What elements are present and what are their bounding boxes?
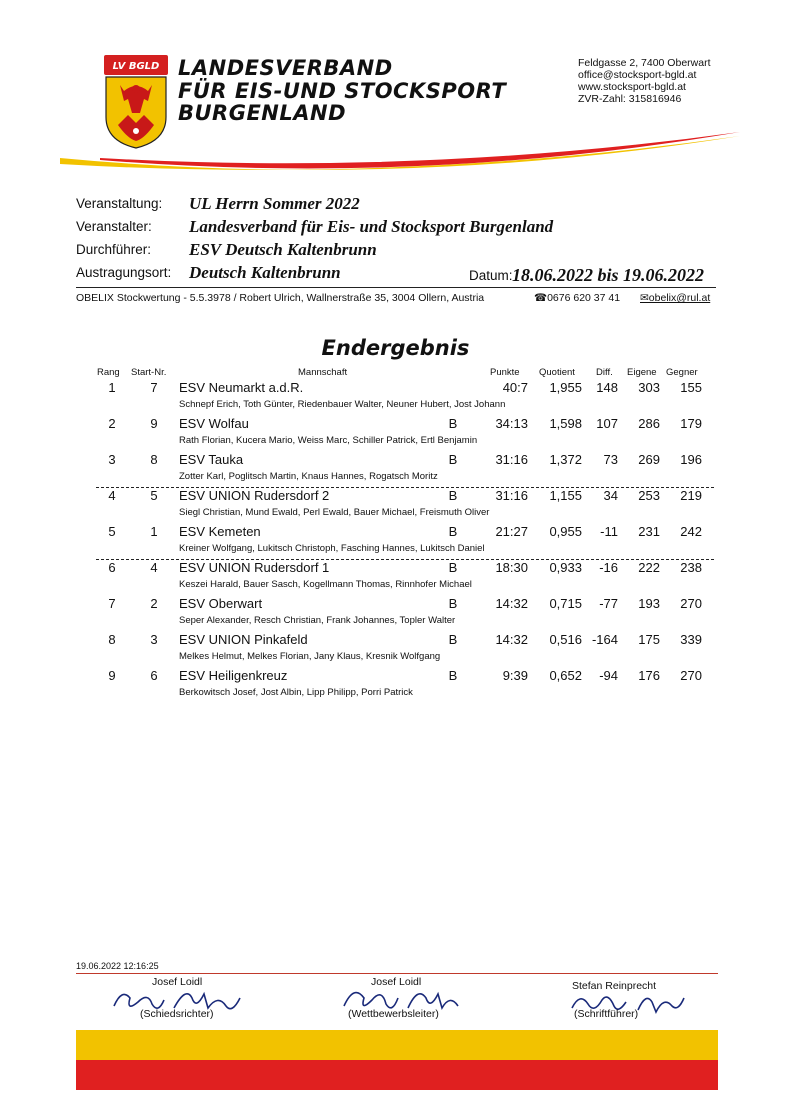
team-name-cell: ESV Neumarkt a.d.R.	[179, 380, 304, 395]
diff-cell: 107	[596, 416, 618, 431]
start-nr-cell: 7	[150, 380, 158, 395]
team-name-cell: ESV Wolfau	[179, 416, 249, 431]
promotion-line	[96, 487, 714, 488]
team-members: Rath Florian, Kucera Mario, Weiss Marc, Schiller Patrick, Ertl Benjamin	[179, 435, 478, 446]
contact-email: office@stocksport-bgld.at	[578, 69, 697, 81]
team-name-cell: ESV UNION Rudersdorf 2	[179, 488, 330, 503]
points-cell: 40:7	[502, 380, 528, 395]
obelix-email: ✉obelix@rul.at	[640, 292, 711, 304]
points-cell: 9:39	[502, 668, 528, 683]
diff-cell: 34	[603, 488, 618, 503]
obelix-phone: ☎0676 620 37 41	[534, 292, 621, 304]
veranstalter-value: Landesverband für Eis- und Stocksport Burgenland	[189, 217, 554, 236]
svg-text:LV BGLD: LV BGLD	[112, 61, 160, 72]
own-cell: 231	[638, 524, 660, 539]
signature-role-3: (Schriftführer)	[574, 1008, 639, 1020]
quotient-cell: 0,715	[549, 596, 582, 611]
team-name-cell: ESV UNION Rudersdorf 1	[179, 560, 330, 575]
signature-name-1: Josef Loidl	[152, 976, 203, 988]
start-nr-cell: 5	[150, 488, 158, 503]
class-cell: B	[448, 416, 458, 431]
opponent-cell: 270	[680, 668, 702, 683]
class-cell: B	[448, 524, 458, 539]
own-cell: 269	[638, 452, 660, 467]
points-cell: 31:16	[495, 452, 528, 467]
veranstalter-label: Veranstalter:	[76, 219, 152, 234]
own-cell: 222	[638, 560, 660, 575]
durchfuehrer-label: Durchführer:	[76, 242, 152, 257]
diff-cell: -11	[600, 524, 618, 539]
team-name-cell: ESV Tauka	[179, 452, 244, 467]
signature-name-3: Stefan Reinprecht	[572, 980, 657, 992]
team-members: Melkes Helmut, Melkes Florian, Jany Klaus, Kresnik Wolfgang	[179, 651, 441, 662]
opponent-cell: 219	[680, 488, 702, 503]
veranstaltung-label: Veranstaltung:	[76, 196, 163, 211]
own-cell: 253	[638, 488, 660, 503]
start-nr-cell: 6	[150, 668, 158, 683]
opponent-cell: 238	[680, 560, 702, 575]
austragungsort-label: Austragungsort:	[76, 265, 172, 280]
class-cell: B	[448, 668, 458, 683]
rank-cell: 9	[108, 668, 116, 683]
opponent-cell: 270	[680, 596, 702, 611]
start-nr-cell: 3	[150, 632, 158, 647]
team-members: Zotter Karl, Poglitsch Martin, Knaus Hannes, Rogatsch Moritz	[179, 471, 438, 482]
header-quotient: Quotient	[539, 367, 575, 378]
datum-value: 18.06.2022 bis 19.06.2022	[512, 265, 705, 285]
header-mannschaft: Mannschaft	[298, 367, 348, 378]
rank-cell: 6	[108, 560, 116, 575]
contact-address: Feldgasse 2, 7400 Oberwart	[578, 57, 711, 69]
signature-role-2: (Wettbewerbsleiter)	[348, 1008, 439, 1020]
start-nr-cell: 8	[150, 452, 158, 467]
flag-red-band	[76, 1060, 718, 1090]
quotient-cell: 1,598	[549, 416, 582, 431]
results-title: Endergebnis	[321, 336, 470, 360]
signature-name-2: Josef Loidl	[371, 976, 422, 988]
quotient-cell: 0,652	[549, 668, 582, 683]
opponent-cell: 242	[680, 524, 702, 539]
quotient-cell: 1,372	[549, 452, 582, 467]
team-members: Berkowitsch Josef, Jost Albin, Lipp Philipp, Porri Patrick	[179, 687, 413, 698]
signature-role-1: (Schiedsrichter)	[140, 1008, 214, 1020]
points-cell: 34:13	[495, 416, 528, 431]
rank-cell: 8	[108, 632, 116, 647]
points-cell: 14:32	[495, 632, 528, 647]
rank-cell: 7	[108, 596, 116, 611]
start-nr-cell: 9	[150, 416, 158, 431]
team-members: Keszei Harald, Bauer Sasch, Kogellmann Thomas, Rinnhofer Michael	[179, 579, 472, 590]
contact-website: www.stocksport-bgld.at	[578, 81, 686, 93]
org-name-line2: FÜR EIS-UND STOCKSPORT	[178, 79, 507, 103]
rank-cell: 2	[108, 416, 116, 431]
opponent-cell: 196	[680, 452, 702, 467]
divider	[76, 287, 716, 288]
quotient-cell: 0,955	[549, 524, 582, 539]
points-cell: 31:16	[495, 488, 528, 503]
team-name-cell: ESV Oberwart	[179, 596, 263, 611]
contact-zvr: ZVR-Zahl: 315816946	[578, 93, 682, 105]
diff-cell: 148	[596, 380, 618, 395]
veranstaltung-value: UL Herrn Sommer 2022	[189, 194, 360, 213]
durchfuehrer-value: ESV Deutsch Kaltenbrunn	[189, 240, 377, 259]
opponent-cell: 339	[680, 632, 702, 647]
diff-cell: -164	[591, 632, 618, 647]
diff-cell: 73	[603, 452, 618, 467]
team-name-cell: ESV UNION Pinkafeld	[179, 632, 308, 647]
points-cell: 21:27	[495, 524, 528, 539]
header-rang: Rang	[97, 367, 120, 378]
own-cell: 193	[638, 596, 660, 611]
flag-yellow-band	[76, 1030, 718, 1060]
header-gegner: Gegner	[666, 367, 698, 378]
quotient-cell: 1,955	[549, 380, 582, 395]
quotient-cell: 0,933	[549, 560, 582, 575]
obelix-info: OBELIX Stockwertung - 5.5.3978 / Robert Ulrich, Wallnerstraße 35, 3004 Ollern, Austria	[76, 292, 485, 304]
own-cell: 176	[638, 668, 660, 683]
rank-cell: 4	[108, 488, 116, 503]
org-name-line1: LANDESVERBAND	[178, 56, 393, 80]
team-name-cell: ESV Kemeten	[179, 524, 261, 539]
burgenland-flag-band	[76, 1030, 718, 1090]
points-cell: 14:32	[495, 596, 528, 611]
footer-divider	[76, 973, 718, 974]
timestamp: 19.06.2022 12:16:25	[76, 961, 159, 971]
relegation-line	[96, 559, 714, 560]
own-cell: 303	[638, 380, 660, 395]
opponent-cell: 155	[680, 380, 702, 395]
team-members: Kreiner Wolfgang, Lukitsch Christoph, Fasching Hannes, Lukitsch Daniel	[179, 543, 485, 554]
points-cell: 18:30	[495, 560, 528, 575]
own-cell: 286	[638, 416, 660, 431]
austragungsort-value: Deutsch Kaltenbrunn	[189, 263, 341, 282]
rank-cell: 3	[108, 452, 116, 467]
diff-cell: -16	[599, 560, 618, 575]
team-members: Siegl Christian, Mund Ewald, Perl Ewald, Bauer Michael, Freismuth Oliver	[179, 507, 490, 518]
opponent-cell: 179	[680, 416, 702, 431]
diff-cell: -94	[599, 668, 618, 683]
team-members: Seper Alexander, Resch Christian, Frank Johannes, Topler Walter	[179, 615, 456, 626]
class-cell: B	[448, 560, 458, 575]
header-diff: Diff.	[596, 367, 613, 378]
header-swoosh	[60, 128, 740, 188]
own-cell: 175	[638, 632, 660, 647]
quotient-cell: 1,155	[549, 488, 582, 503]
org-name-line3: BURGENLAND	[178, 101, 347, 125]
class-cell: B	[448, 452, 458, 467]
header-start-nr: Start-Nr.	[131, 367, 167, 378]
team-name-cell: ESV Heiligenkreuz	[179, 668, 288, 683]
header-eigene: Eigene	[627, 367, 657, 378]
rank-cell: 5	[108, 524, 116, 539]
class-cell: B	[448, 596, 458, 611]
header-punkte: Punkte	[490, 367, 520, 378]
datum-label: Datum:	[469, 268, 513, 283]
team-members: Schnepf Erich, Toth Günter, Riedenbauer Walter, Neuner Hubert, Jost Johann	[179, 399, 506, 410]
class-cell: B	[448, 632, 458, 647]
start-nr-cell: 1	[150, 524, 158, 539]
diff-cell: -77	[599, 596, 618, 611]
start-nr-cell: 2	[150, 596, 158, 611]
start-nr-cell: 4	[150, 560, 158, 575]
rank-cell: 1	[108, 380, 116, 395]
quotient-cell: 0,516	[549, 632, 582, 647]
class-cell: B	[448, 488, 458, 503]
